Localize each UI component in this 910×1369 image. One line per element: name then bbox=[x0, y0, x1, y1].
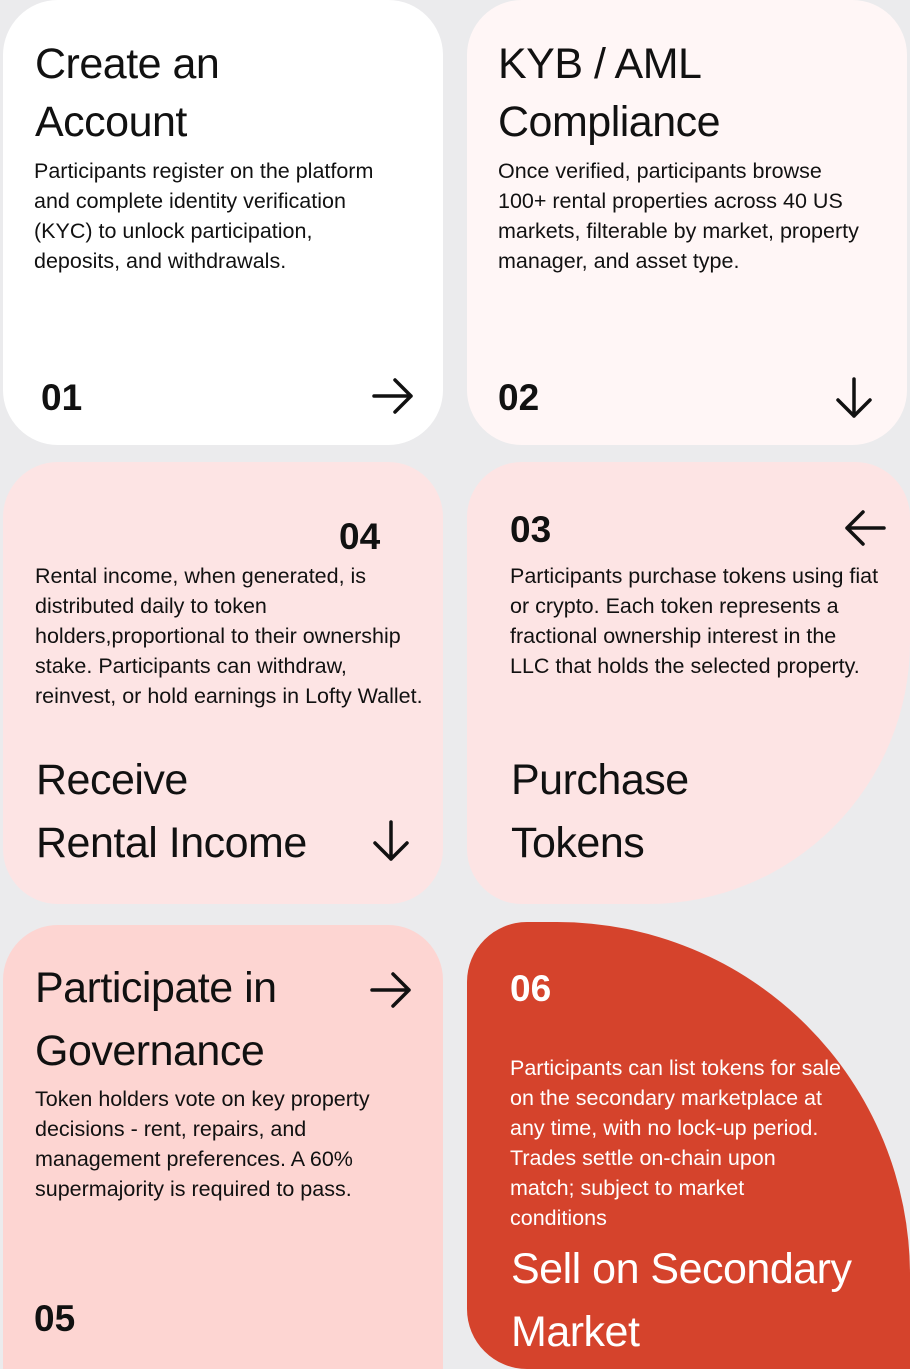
step-title: Sell on Secondary Market bbox=[511, 1245, 852, 1356]
step-title: Receive Rental Income bbox=[36, 756, 307, 867]
step-card-03 bbox=[467, 462, 910, 904]
step-description: Token holders vote on key property decisions - rent, repairs, and management preferences. A 60% supermajority is required to pass. bbox=[35, 1087, 370, 1201]
step-title: Participate in Governance bbox=[35, 964, 277, 1075]
step-description: Participants purchase tokens using fiat or crypto. Each token represents a fractional ownership interest in the LLC that holds the selected property. bbox=[510, 564, 879, 678]
step-description: Once verified, participants browse 100+ rental properties across 40 US markets, filterable by market, property manager, and asset type. bbox=[498, 159, 859, 273]
arrow-down-icon bbox=[369, 819, 413, 863]
step-card-02 bbox=[467, 0, 907, 445]
step-description: Rental income, when generated, is distributed daily to token holders,proportional to their ownership stake. Participants can withdraw, reinvest, or hold earnings in Lofty Wallet. bbox=[35, 564, 423, 708]
arrow-right-icon bbox=[371, 374, 415, 418]
step-card-01 bbox=[3, 0, 443, 445]
step-card-06 bbox=[467, 922, 910, 1369]
step-description: Participants can list tokens for sale on the secondary marketplace at any time, with no lock-up period. Trades settle on-chain upon match; subject to market conditions bbox=[510, 1056, 842, 1230]
arrow-down-icon bbox=[832, 376, 876, 420]
step-number: 03 bbox=[510, 509, 552, 550]
step-number: 04 bbox=[339, 516, 381, 557]
step-card-04 bbox=[3, 462, 443, 904]
step-number: 01 bbox=[41, 377, 83, 418]
arrow-left-icon bbox=[843, 506, 887, 550]
step-number: 06 bbox=[510, 968, 552, 1009]
arrow-right-icon bbox=[369, 968, 413, 1012]
step-card-05 bbox=[3, 925, 443, 1369]
step-description: Participants register on the platform and complete identity verification (KYC) to unlock participation, deposits, and withdrawals. bbox=[34, 159, 374, 273]
step-title: Create an Account bbox=[35, 40, 220, 146]
step-title: KYB / AML Compliance bbox=[498, 40, 721, 146]
step-number: 02 bbox=[498, 377, 540, 418]
step-number: 05 bbox=[34, 1298, 76, 1339]
step-title: Purchase Tokens bbox=[511, 756, 689, 867]
